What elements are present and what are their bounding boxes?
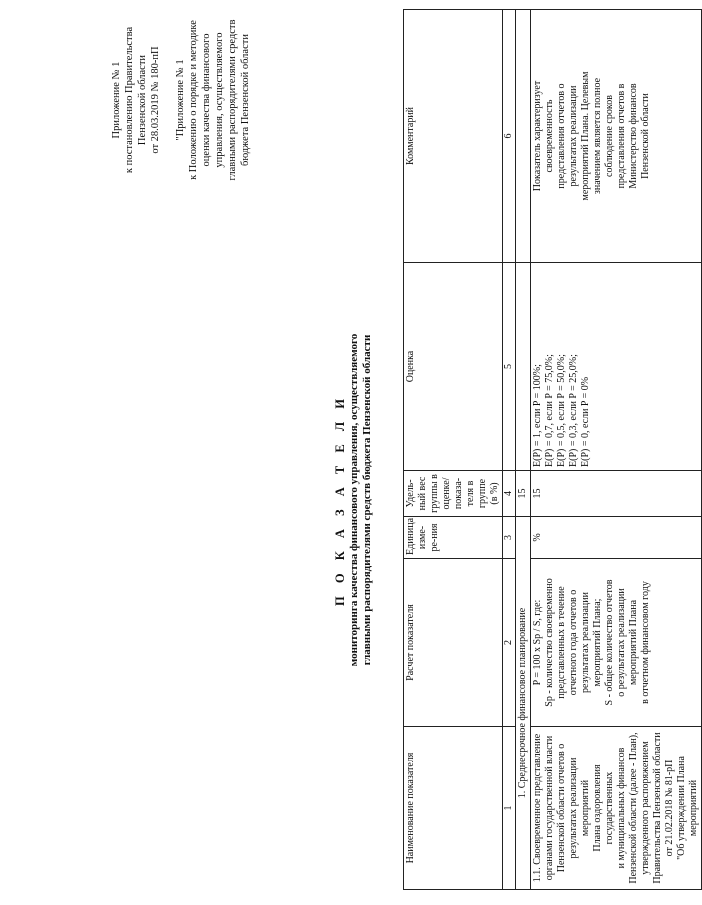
appendix-line: от 28.03.2019 № 180-пП — [150, 46, 161, 154]
header-name: Наименование показателя — [404, 727, 503, 890]
column-number: 1 — [503, 727, 516, 890]
appendix-line: бюджета Пензенской области — [240, 34, 251, 166]
document-title — [332, 240, 374, 760]
column-number-row — [503, 10, 516, 890]
text-line: мероприятий Плана — [628, 599, 639, 686]
text-line: "Об утверждении Плана мероприятий — [676, 756, 699, 860]
text-line: Пензенской области (далее - План), — [628, 732, 639, 884]
appendix-line: к постановлению Правительства — [124, 26, 135, 174]
rotated-content — [20, 10, 699, 890]
title-line: мониторинга качества финансового управления, осуществляемого — [348, 333, 360, 667]
text-line: от 21.02.2018 № 81-рП — [664, 759, 675, 857]
appendix-line: управления, осуществляемого — [214, 32, 225, 168]
text-line: органами государственной власти — [544, 735, 555, 881]
section-title: 1. Среднесрочное финансовое планирование — [516, 517, 531, 890]
appendix-line: главными распорядителями средств — [227, 19, 238, 181]
appendix-line: Приложение № 1 — [111, 61, 122, 139]
text-line: значением является полное — [592, 77, 603, 195]
calculation-cell — [531, 559, 702, 727]
header-calc: Расчет показателя — [404, 559, 503, 727]
section-empty — [516, 263, 531, 471]
column-number: 6 — [503, 10, 516, 263]
text-line: Плана оздоровления государственных — [592, 764, 615, 852]
table-row — [531, 10, 702, 890]
text-line: представления отчетов в — [616, 83, 627, 189]
column-number: 2 — [503, 559, 516, 727]
text-line: E(P) = 0, если P = 0% — [580, 376, 591, 467]
indicator-name-cell — [531, 727, 702, 890]
text-line: отчетного года отчетов о — [568, 589, 579, 696]
text-line: Sр - количество своевременно — [544, 578, 555, 707]
text-line: о результатах реализации — [616, 588, 627, 697]
comment-cell — [531, 10, 702, 263]
section-weight: 15 — [516, 471, 531, 517]
text-line: мероприятий Плана. Целевым — [580, 71, 591, 201]
text-line: E(P) = 0,5, если P = 50,0%; — [556, 354, 567, 467]
column-number: 3 — [503, 517, 516, 559]
section-row — [516, 10, 531, 890]
unit-cell: % — [531, 517, 702, 559]
indicators-table — [403, 9, 702, 890]
text-line: мероприятий Плана; — [592, 598, 603, 687]
text-line: своевременность — [544, 99, 555, 173]
appendix-line: "Приложение № 1 — [175, 59, 186, 141]
appendix-line: к Положению о порядке и методике — [188, 20, 199, 180]
text-line: E(P) = 0,3, если P = 25,0%; — [568, 354, 579, 467]
text-line: S - общее количество отчетов — [604, 579, 615, 706]
text-line: Показатель характеризует — [532, 80, 543, 192]
text-line: P = 100 х Sр / S, где: — [532, 599, 543, 686]
text-line: результатах реализации — [568, 85, 579, 187]
text-line: результатах реализации мероприятий — [568, 757, 591, 859]
table-header-row — [404, 10, 503, 890]
header-unit: Единица изме-ре-ния — [404, 517, 503, 559]
title-line: главными распорядителями средств бюджета Пензенской области — [361, 334, 373, 666]
text-line: представленных в течение — [556, 586, 567, 699]
text-line: Министерство финансов — [628, 83, 639, 189]
section-empty — [516, 10, 531, 263]
score-cell — [531, 263, 702, 471]
appendix-line: Пензенской области — [137, 54, 148, 146]
title-heading: П О К А З А Т Е Л И — [333, 394, 347, 606]
text-line: соблюдение сроков — [604, 95, 615, 177]
weight-cell: 15 — [531, 471, 702, 517]
column-number: 5 — [503, 263, 516, 471]
text-line: в отчетном финансовом году — [640, 581, 651, 704]
text-line: представления отчетов о — [556, 83, 567, 189]
text-line: утвержденного распоряжением — [640, 741, 651, 875]
text-line: 1.1. Своевременное представление — [532, 733, 543, 883]
text-line: Пензенской области — [640, 93, 651, 179]
column-number: 4 — [503, 471, 516, 517]
text-line: Правительства Пензенской области — [652, 732, 663, 884]
text-line: E(P) = 0,7, если P = 75,0%; — [544, 354, 555, 467]
header-comment: Комментарий — [404, 10, 503, 263]
header-weight: Удель-ный вес группы в оценке/ показа-теля в группе (в %) — [404, 471, 503, 517]
text-line: и муниципальных финансов — [616, 747, 627, 869]
appendix-note — [110, 10, 252, 190]
text-line: Пензенской области отчетов о — [556, 743, 567, 873]
text-line: E(P) = 1, если P = 100%; — [532, 364, 543, 467]
text-line: результатах реализации — [580, 592, 591, 694]
header-score: Оценка — [404, 263, 503, 471]
appendix-line: оценки качества финансового — [201, 33, 212, 167]
